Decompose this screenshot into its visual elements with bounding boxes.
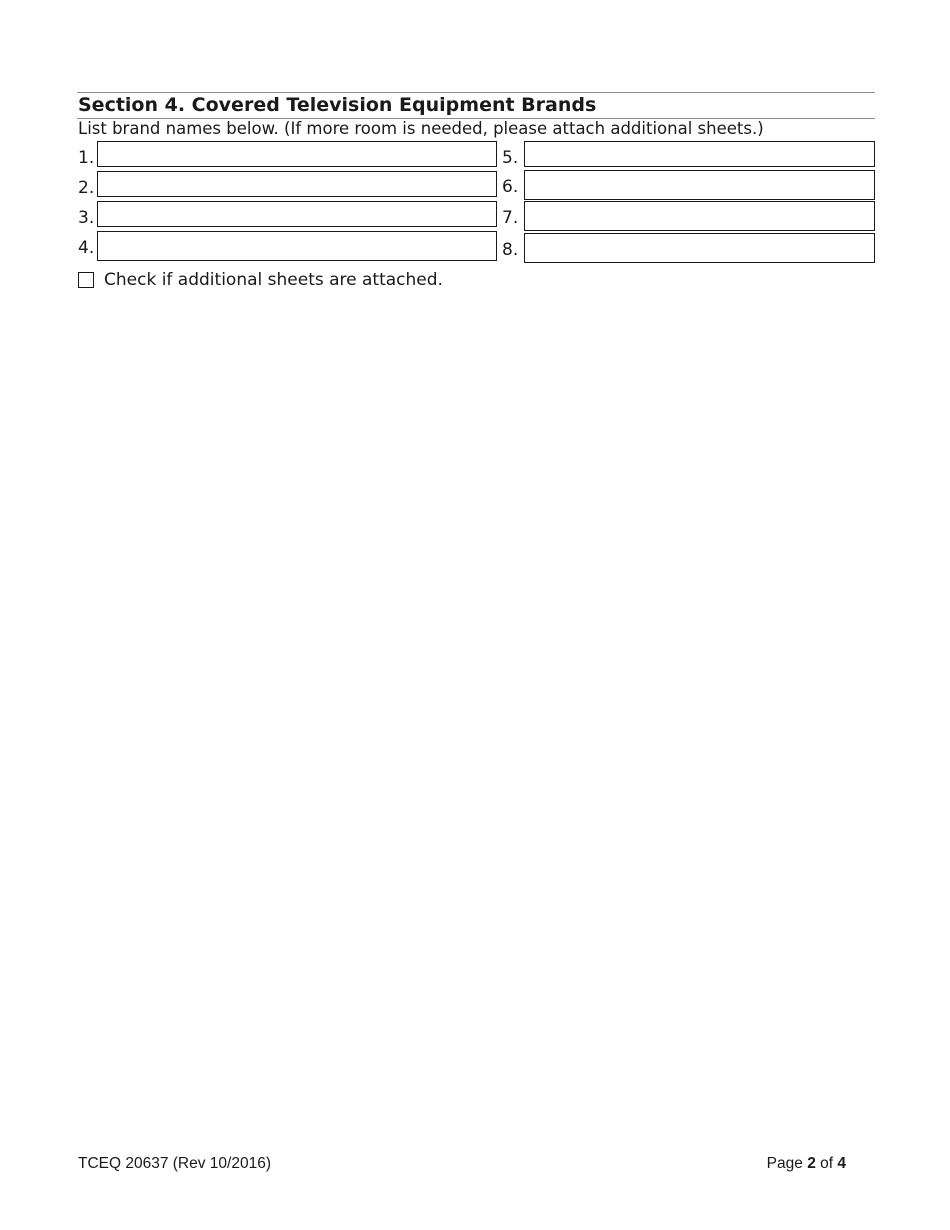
brand-field-box: [524, 141, 875, 167]
brand-name-input-6[interactable]: [525, 171, 874, 199]
brand-field-number: 1.: [78, 148, 95, 168]
section-4: [77, 92, 875, 263]
brand-name-input-3[interactable]: [98, 202, 496, 226]
brand-field-row: [77, 201, 497, 231]
brand-name-input-2[interactable]: [98, 172, 496, 196]
section-title: Section 4. Covered Television Equipment Brands: [77, 92, 875, 119]
brand-field-number: 3.: [78, 208, 95, 228]
brand-name-input-7[interactable]: [525, 202, 874, 230]
page-prefix: Page: [766, 1155, 803, 1172]
brand-field-box: [97, 141, 497, 167]
additional-sheets-label: Check if additional sheets are attached.: [104, 270, 443, 290]
brand-field-box: [97, 201, 497, 227]
brand-field-box: [97, 171, 497, 197]
brand-name-input-4[interactable]: [98, 232, 496, 260]
brand-field-number: 4.: [78, 238, 95, 258]
section-instructions: List brand names below. (If more room is needed, please attach additional sheets.): [78, 119, 764, 138]
brand-name-input-5[interactable]: [525, 142, 874, 166]
additional-sheets-checkbox[interactable]: [78, 272, 94, 288]
brand-field-row: [502, 170, 875, 200]
brand-field-box: [97, 231, 497, 261]
brand-field-box: [524, 201, 875, 231]
brand-fields-grid: [77, 139, 875, 263]
page-indicator: [767, 1155, 846, 1173]
form-id: TCEQ 20637 (Rev 10/2016): [78, 1155, 271, 1172]
page-of: of: [820, 1155, 834, 1172]
brand-field-number: 7.: [502, 208, 519, 228]
page-current: 2: [807, 1155, 816, 1172]
brand-field-number: 8.: [502, 240, 519, 260]
brand-field-row: [502, 233, 875, 263]
brand-name-input-8[interactable]: [525, 234, 874, 262]
brand-field-number: 6.: [502, 177, 519, 197]
brand-field-box: [524, 233, 875, 263]
brand-field-number: 5.: [502, 148, 519, 168]
brand-field-row: [77, 141, 497, 171]
brand-field-row: [77, 171, 497, 201]
brand-field-number: 2.: [78, 178, 95, 198]
brand-field-row: [77, 231, 497, 261]
brand-name-input-1[interactable]: [98, 142, 496, 166]
brand-field-row: [502, 201, 875, 231]
brand-field-box: [524, 170, 875, 200]
brand-field-row: [502, 141, 875, 171]
page-total: 4: [837, 1155, 846, 1172]
